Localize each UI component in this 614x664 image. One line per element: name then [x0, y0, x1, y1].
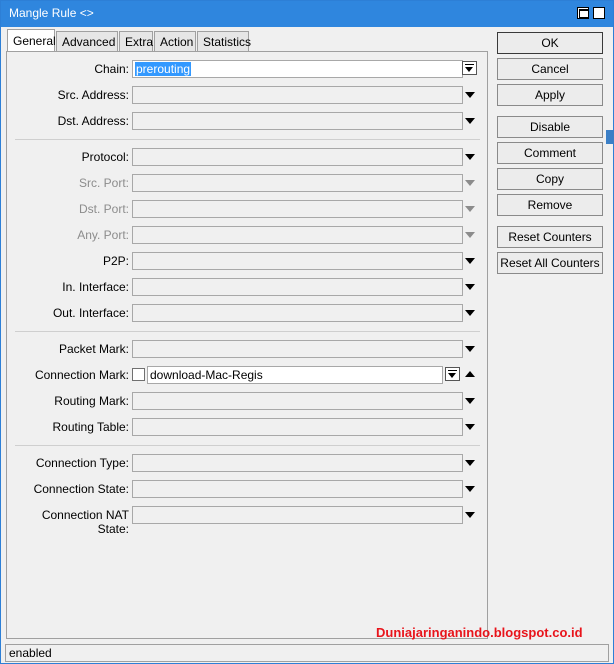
connection-type-label: Connection Type:	[35, 456, 129, 470]
out-interface-expand-icon[interactable]	[465, 310, 475, 316]
out-interface-field[interactable]	[132, 304, 463, 322]
divider	[15, 445, 480, 446]
background-window-edge	[606, 130, 614, 144]
connection-nat-state-label: Connection NAT State:	[41, 508, 129, 536]
src-port-label: Src. Port:	[78, 176, 129, 190]
in-interface-expand-icon[interactable]	[465, 284, 475, 290]
connection-mark-label: Connection Mark:	[34, 368, 129, 382]
divider	[15, 331, 480, 332]
src-address-expand-icon[interactable]	[465, 92, 475, 98]
out-interface-label: Out. Interface:	[52, 306, 129, 320]
protocol-label: Protocol:	[81, 150, 129, 164]
routing-table-field[interactable]	[132, 418, 463, 436]
src-port-field	[132, 174, 463, 192]
any-port-field	[132, 226, 463, 244]
src-address-field[interactable]	[132, 86, 463, 104]
routing-table-label: Routing Table:	[52, 420, 129, 434]
status-bar	[5, 644, 609, 662]
dst-port-label: Dst. Port:	[78, 202, 129, 216]
packet-mark-expand-icon[interactable]	[465, 346, 475, 352]
connection-nat-state-expand-icon[interactable]	[465, 512, 475, 518]
connection-state-field[interactable]	[132, 480, 463, 498]
connection-state-label: Connection State:	[33, 482, 129, 496]
comment-button[interactable]: Comment	[497, 142, 603, 164]
status-text: enabled	[9, 646, 52, 660]
tab-action[interactable]: Action	[154, 31, 196, 51]
any-port-expand-icon	[465, 232, 475, 238]
apply-button[interactable]: Apply	[497, 84, 603, 106]
in-interface-label: In. Interface:	[62, 280, 129, 294]
routing-mark-expand-icon[interactable]	[465, 398, 475, 404]
remove-button[interactable]: Remove	[497, 194, 603, 216]
tab-extra[interactable]: Extra	[119, 31, 153, 51]
routing-mark-label: Routing Mark:	[54, 394, 129, 408]
chain-value: prerouting	[136, 62, 191, 76]
packet-mark-field[interactable]	[132, 340, 463, 358]
p2p-expand-icon[interactable]	[465, 258, 475, 264]
tab-general[interactable]: General	[7, 29, 55, 51]
connection-mark-dropdown-icon[interactable]	[445, 367, 460, 381]
chain-dropdown-icon[interactable]	[462, 61, 477, 75]
copy-button[interactable]: Copy	[497, 168, 603, 190]
connection-type-field[interactable]	[132, 454, 463, 472]
tab-advanced[interactable]: Advanced	[56, 31, 118, 51]
dst-address-label: Dst. Address:	[57, 114, 129, 128]
routing-mark-field[interactable]	[132, 392, 463, 410]
connection-state-expand-icon[interactable]	[465, 486, 475, 492]
src-port-expand-icon	[465, 180, 475, 186]
connection-mark-invert-checkbox[interactable]	[132, 368, 145, 381]
window-title: Mangle Rule <>	[9, 6, 94, 20]
any-port-label: Any. Port:	[77, 228, 129, 242]
p2p-label: P2P:	[102, 254, 129, 268]
reset-counters-button[interactable]: Reset Counters	[497, 226, 603, 248]
general-panel	[6, 51, 488, 639]
dst-port-expand-icon	[465, 206, 475, 212]
title-bar[interactable]	[1, 1, 613, 27]
dst-address-field[interactable]	[132, 112, 463, 130]
chain-label: Chain:	[94, 62, 129, 76]
protocol-field[interactable]	[132, 148, 463, 166]
maximize-icon[interactable]	[577, 7, 589, 19]
protocol-expand-icon[interactable]	[465, 154, 475, 160]
reset-all-counters-button[interactable]: Reset All Counters	[497, 252, 603, 274]
connection-nat-state-field[interactable]	[132, 506, 463, 524]
disable-button[interactable]: Disable	[497, 116, 603, 138]
connection-mark-field[interactable]	[147, 366, 443, 384]
connection-mark-value: download-Mac-Regis	[150, 368, 263, 382]
close-icon[interactable]: ×	[593, 7, 605, 19]
src-address-label: Src. Address:	[57, 88, 129, 102]
divider	[15, 139, 480, 140]
routing-table-expand-icon[interactable]	[465, 424, 475, 430]
connection-type-expand-icon[interactable]	[465, 460, 475, 466]
in-interface-field[interactable]	[132, 278, 463, 296]
ok-button[interactable]: OK	[497, 32, 603, 54]
chain-field[interactable]	[132, 60, 463, 78]
tab-statistics[interactable]: Statistics	[197, 31, 249, 51]
connection-mark-collapse-icon[interactable]	[465, 371, 475, 377]
packet-mark-label: Packet Mark:	[58, 342, 129, 356]
p2p-field[interactable]	[132, 252, 463, 270]
watermark: Duniajaringanindo.blogspot.co.id	[376, 625, 583, 640]
cancel-button[interactable]: Cancel	[497, 58, 603, 80]
dst-address-expand-icon[interactable]	[465, 118, 475, 124]
dst-port-field	[132, 200, 463, 218]
